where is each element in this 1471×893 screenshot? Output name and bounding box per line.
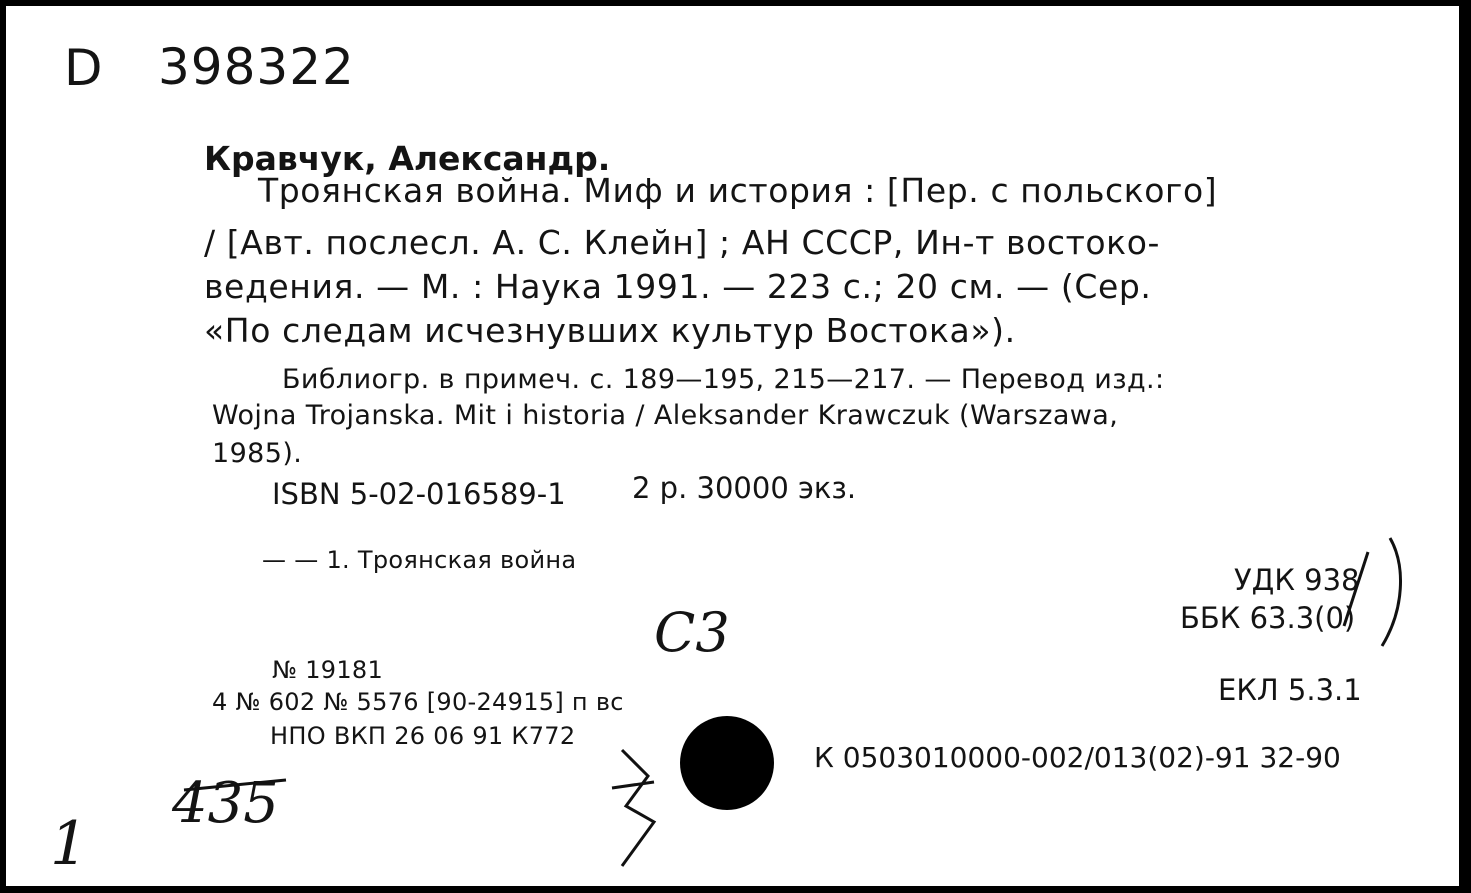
subject-heading: — — 1. Троянская война [262,546,577,574]
print-line: 4 № 602 № 5576 [90-24915] п вс [212,688,624,716]
bbk-code: ББК 63.3(0) [1180,601,1356,635]
bibliography-line-1: Библиогр. в примеч. с. 189—195, 215—217. — Перевод изд.: [282,364,1165,395]
udk-slash-mark [1344,552,1368,626]
k772-cross-mark [612,782,654,788]
isbn: ISBN 5-02-016589-1 [272,477,566,511]
handwritten-number-435: 435 [172,771,279,836]
underline-435-mark [184,780,286,790]
stamp-number: 398322 [158,38,355,96]
catalog-card [6,6,1459,886]
bibliography-line-2: Wojna Trojanska. Mit i historia / Aleksander Krawczuk (Warszawa, [212,400,1119,431]
handwritten-strokes [6,6,1459,886]
bibliography-line-3: 1985). [212,438,303,469]
isbn-price: 2 р. 30000 экз. [632,471,857,505]
ekl-code: ЕКЛ 5.3.1 [1218,673,1362,707]
stamp-letter: D [64,39,104,97]
title-line-4: «По следам исчезнувших культур Востока»). [204,311,1016,350]
bracket-mark [1382,538,1400,646]
k772-mark [622,750,654,866]
udk-code: УДК 938 [1234,563,1360,597]
classification-code: К 0503010000-002/013(02)-91 32-90 [814,741,1341,774]
title-line-2: / [Авт. послесл. А. С. Клейн] ; АН СССР, Ин-т востоко- [204,223,1161,262]
author: Кравчук, Александр. [204,139,611,178]
title-line-3: ведения. — М. : Наука 1991. — 223 с.; 20 см. — (Сер. [204,267,1152,306]
handwritten-shelf-mark: С3 [654,601,730,664]
npo-line: НПО ВКП 26 06 91 К772 [270,722,576,750]
record-number: № 19181 [272,656,384,684]
handwritten-number-1: 1 [50,809,89,879]
title-line-1: Троянская война. Миф и история : [Пер. с польского] [258,171,1218,210]
